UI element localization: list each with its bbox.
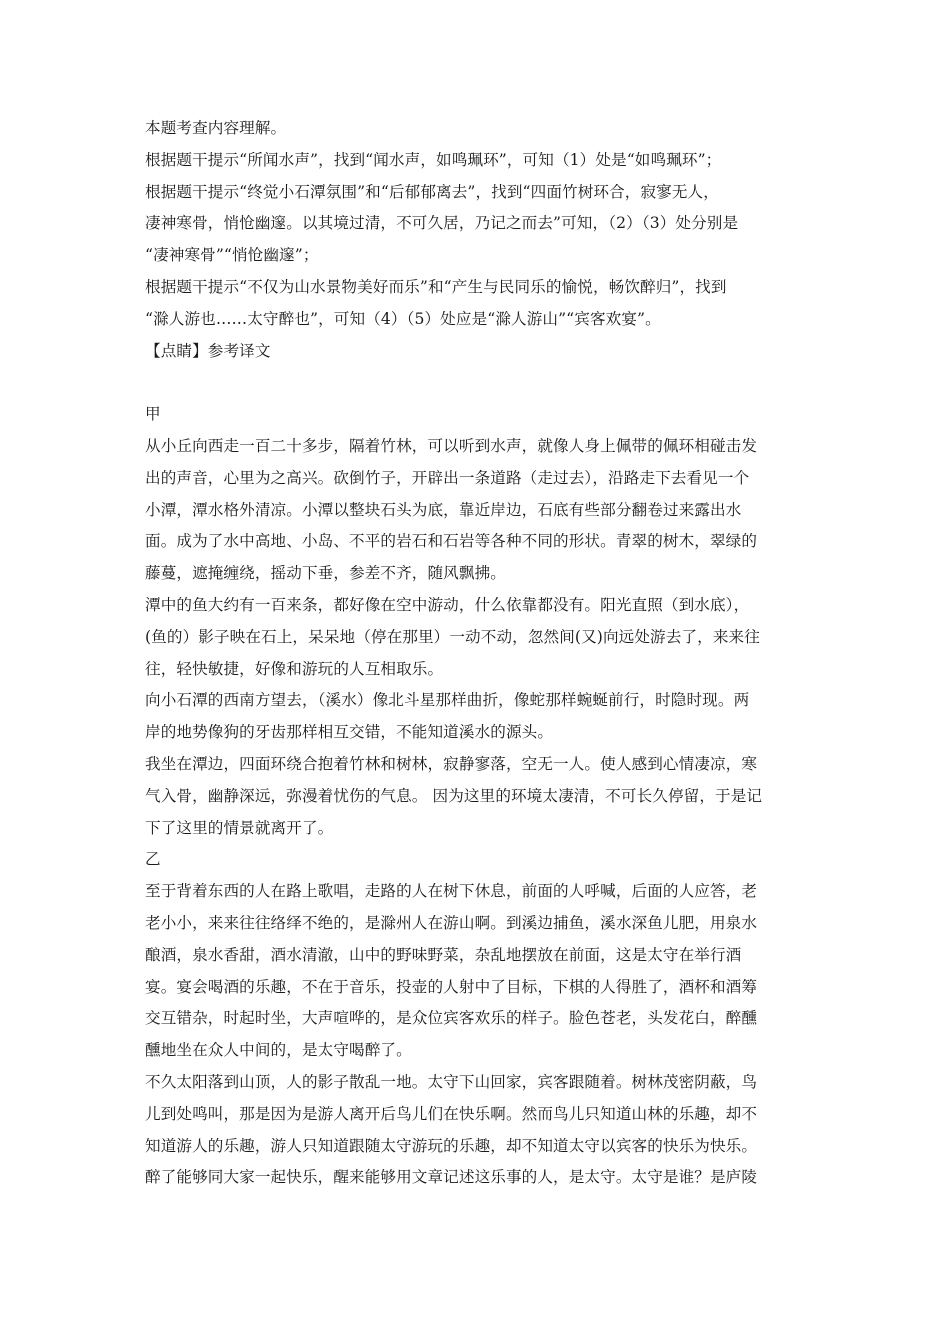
text-line: 醺地坐在众人中间的，是太守喝醉了。 xyxy=(145,1041,412,1060)
text-line: 至于背着东西的人在路上歌唱，走路的人在树下休息，前面的人呼喊，后面的人应答，老 xyxy=(145,882,758,901)
text-line: 我坐在潭边，四面环绕合抱着竹林和树林，寂静寥落，空无一人。使人感到心情凄凉，寒 xyxy=(145,754,758,773)
text-line: 岸的地势像狗的牙齿那样相互交错，不能知道溪水的源头。 xyxy=(145,723,554,742)
text-line: 从小丘向西走一百二十多步，隔着竹林，可以听到水声，就像人身上佩带的佩环相碰击发 xyxy=(145,436,758,455)
text-line: 根据题干提示“所闻水声”，找到“闻水声，如鸣珮环”，可知（1）处是“如鸣珮环”； xyxy=(145,150,722,169)
text-line: (鱼的）影子映在石上，呆呆地（停在那里）一动不动，忽然间(又)向远处游去了，来来往 xyxy=(145,627,760,646)
text-line: 向小石潭的西南方望去，（溪水）像北斗星那样曲折，像蛇那样蜿蜒前行，时隐时现。两 xyxy=(145,691,750,710)
text-line: 本题考查内容理解。 xyxy=(145,119,287,137)
text-line: 潭中的鱼大约有一百来条，都好像在空中游动，什么依靠都没有。阳光直照（到水底）， xyxy=(145,595,750,614)
text-line: 根据题干提示“终觉小石潭氛围”和“后郁郁离去”，找到“四面竹树环合，寂寥无人， xyxy=(145,182,719,201)
blank-line xyxy=(145,367,810,399)
text-line: 面。成为了水中高地、小岛、不平的岩石和石岩等各种不同的形状。青翠的树木，翠绿的 xyxy=(145,532,758,551)
text-line: 下了这里的情景就离开了。 xyxy=(145,818,334,837)
text-line: 往，轻快敏捷，好像和游玩的人互相取乐。 xyxy=(145,659,444,678)
text-line: 凄神寒骨，悄怆幽邃。以其境过清，不可久居，乃记之而去”可知，（2）（3）处分别是 xyxy=(145,214,739,233)
document-page xyxy=(145,113,810,1194)
translation-part-a xyxy=(145,399,810,844)
text-line: “滁人游也……太守醉也”，可知（4）（5）处应是“滁人游山”“宾客欢宴”。 xyxy=(145,309,661,328)
part-b-label: 乙 xyxy=(145,850,161,869)
text-line: 交互错杂，时起时坐，大声喧哗的，是众位宾客欢乐的样子。脸色苍老，头发花白，醉醺 xyxy=(145,1009,758,1028)
reference-translation-heading: 【点睛】参考译文 xyxy=(145,341,271,360)
text-line: “凄神寒骨”“悄怆幽邃”； xyxy=(145,246,319,265)
text-line: 酿酒，泉水香甜，酒水清澈，山中的野味野菜，杂乱地摆放在前面，这是太守在举行酒 xyxy=(145,945,742,964)
text-line: 根据题干提示“不仅为山水景物美好而乐”和“产生与民同乐的愉悦，畅饮醉归”，找到 xyxy=(145,277,727,296)
text-line: 不久太阳落到山顶，人的影子散乱一地。太守下山回家，宾客跟随着。树林茂密阴蔽，鸟 xyxy=(145,1072,758,1091)
text-line: 小潭，潭水格外清凉。小潭以整块石头为底，靠近岸边，石底有些部分翻卷过来露出水 xyxy=(145,500,742,519)
text-line: 出的声音，心里为之高兴。砍倒竹子，开辟出一条道路（走过去），沿路走下去看见一个 xyxy=(145,468,750,487)
text-line: 知道游人的乐趣，游人只知道跟随太守游玩的乐趣，却不知道太守以宾客的快乐为快乐。 xyxy=(145,1136,758,1155)
text-line: 儿到处鸣叫，那是因为是游人离开后鸟儿们在快乐啊。然而鸟儿只知道山林的乐趣，却不 xyxy=(145,1104,758,1123)
text-line: 宴。宴会喝酒的乐趣，不在于音乐，投壶的人射中了目标，下棋的人得胜了，酒杯和酒筹 xyxy=(145,977,758,996)
text-line: 气入骨，幽静深远，弥漫着忧伤的气息。 因为这里的环境太凄清，不可长久停留，于是记 xyxy=(145,786,763,805)
text-line: 藤蔓，遮掩缠绕，摇动下垂，参差不齐，随风飘拂。 xyxy=(145,564,506,583)
part-a-label: 甲 xyxy=(145,405,161,424)
analysis-section xyxy=(145,113,810,367)
text-line: 醉了能够同大家一起快乐，醒来能够用文章记述这乐事的人，是太守。太守是谁？是庐陵 xyxy=(145,1168,758,1187)
text-line: 老小小，来来往往络绎不绝的，是滁州人在游山啊。到溪边捕鱼，溪水深鱼儿肥，用泉水 xyxy=(145,913,758,932)
translation-part-b xyxy=(145,844,810,1194)
